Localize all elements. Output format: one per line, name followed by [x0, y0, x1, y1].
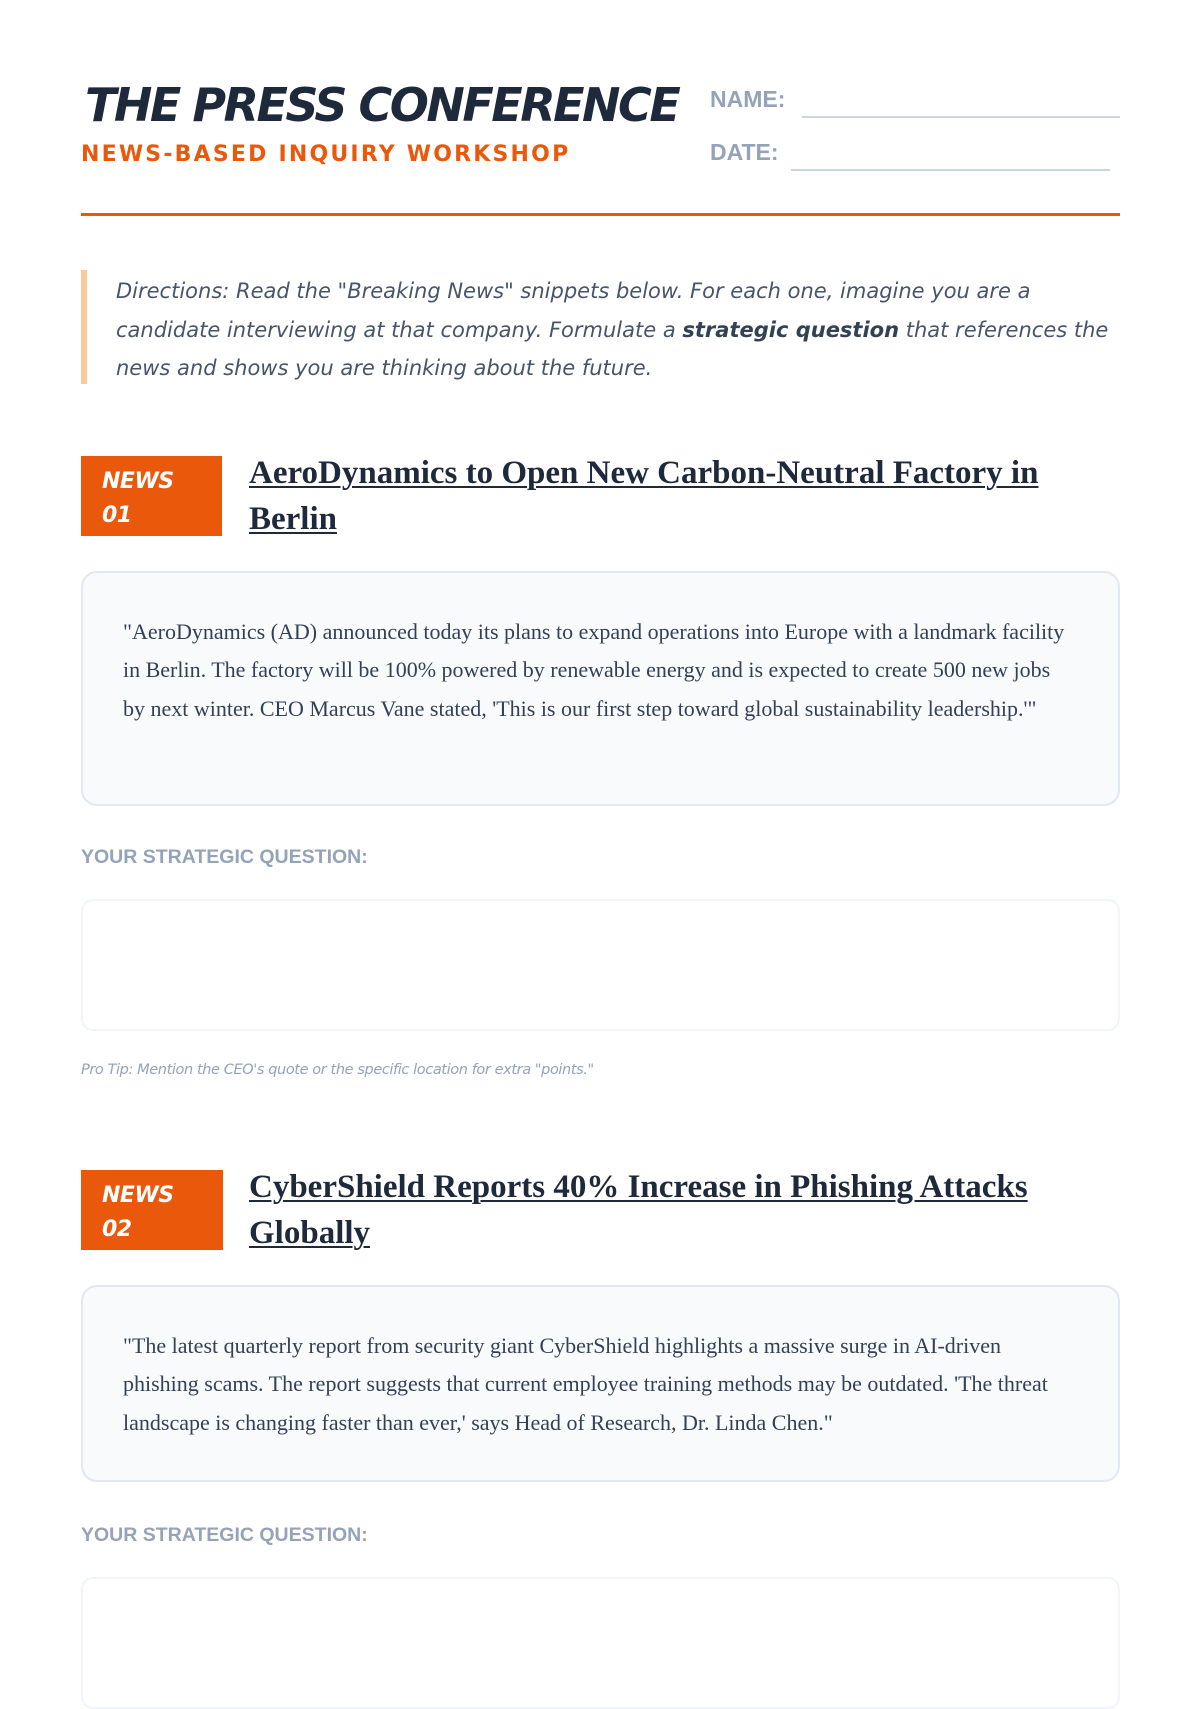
name-label: NAME: — [710, 86, 786, 112]
date-field — [710, 131, 1110, 171]
news-snippet-text: "AeroDynamics (AD) announced today its plans to expand operations into Europe with a landmark facility in Berlin. The factory will be 100% powered by renewable energy and is expected to create 500 new jobs by next winter. CEO Marcus Vane stated, 'This is our first step toward global sustainability leadership.'" — [123, 619, 1065, 721]
news-badge-number: 02 — [102, 1217, 132, 1242]
directions-callout — [81, 270, 1120, 384]
news-badge — [81, 456, 222, 536]
name-field — [710, 78, 1120, 118]
news-snippet-text: "The latest quarterly report from security giant CyberShield highlights a massive surge in AI-driven phishing scams. The report suggests that current employee training methods may be outdated. 'The threat landscape is changing faster than ever,' says Head of Research, Dr. Linda Chen." — [123, 1333, 1048, 1435]
directions-text-part1: Directions: Read the "Breaking News" snippets below. For each one, imagine you are a candidate interviewing at that company. Formulate a — [116, 279, 1031, 342]
news-snippet-card — [81, 571, 1120, 806]
header-divider — [81, 213, 1120, 216]
news-badge-word: NEWS — [102, 469, 174, 494]
news-headline: AeroDynamics to Open New Carbon-Neutral Factory in Berlin — [249, 455, 1039, 537]
strategic-question-answer-box[interactable] — [81, 1577, 1120, 1709]
directions-text-part2: that references the news and shows you are thinking about the future. — [116, 317, 1109, 380]
directions-text — [116, 272, 1126, 388]
pro-tip: Pro Tip: Mention the CEO's quote or the specific location for extra "points." — [81, 1062, 594, 1078]
news-snippet-card — [81, 1285, 1120, 1482]
worksheet-title: THE PRESS CONFERENCE — [85, 78, 679, 132]
name-input-line[interactable] — [802, 86, 1120, 118]
news-badge-word: NEWS — [102, 1183, 174, 1208]
news-badge — [81, 1170, 223, 1250]
worksheet-subtitle: NEWS-BASED INQUIRY WORKSHOP — [81, 142, 571, 167]
strategic-question-label: YOUR STRATEGIC QUESTION: — [81, 846, 368, 868]
news-badge-number: 01 — [102, 503, 132, 528]
worksheet-header — [81, 78, 1120, 218]
news-headline: CyberShield Reports 40% Increase in Phishing Attacks Globally — [249, 1169, 1028, 1251]
directions-emphasis: strategic question — [682, 317, 900, 342]
strategic-question-label: YOUR STRATEGIC QUESTION: — [81, 1524, 368, 1546]
date-input-line[interactable] — [791, 139, 1110, 171]
date-label: DATE: — [710, 139, 779, 165]
strategic-question-answer-box[interactable] — [81, 899, 1120, 1031]
